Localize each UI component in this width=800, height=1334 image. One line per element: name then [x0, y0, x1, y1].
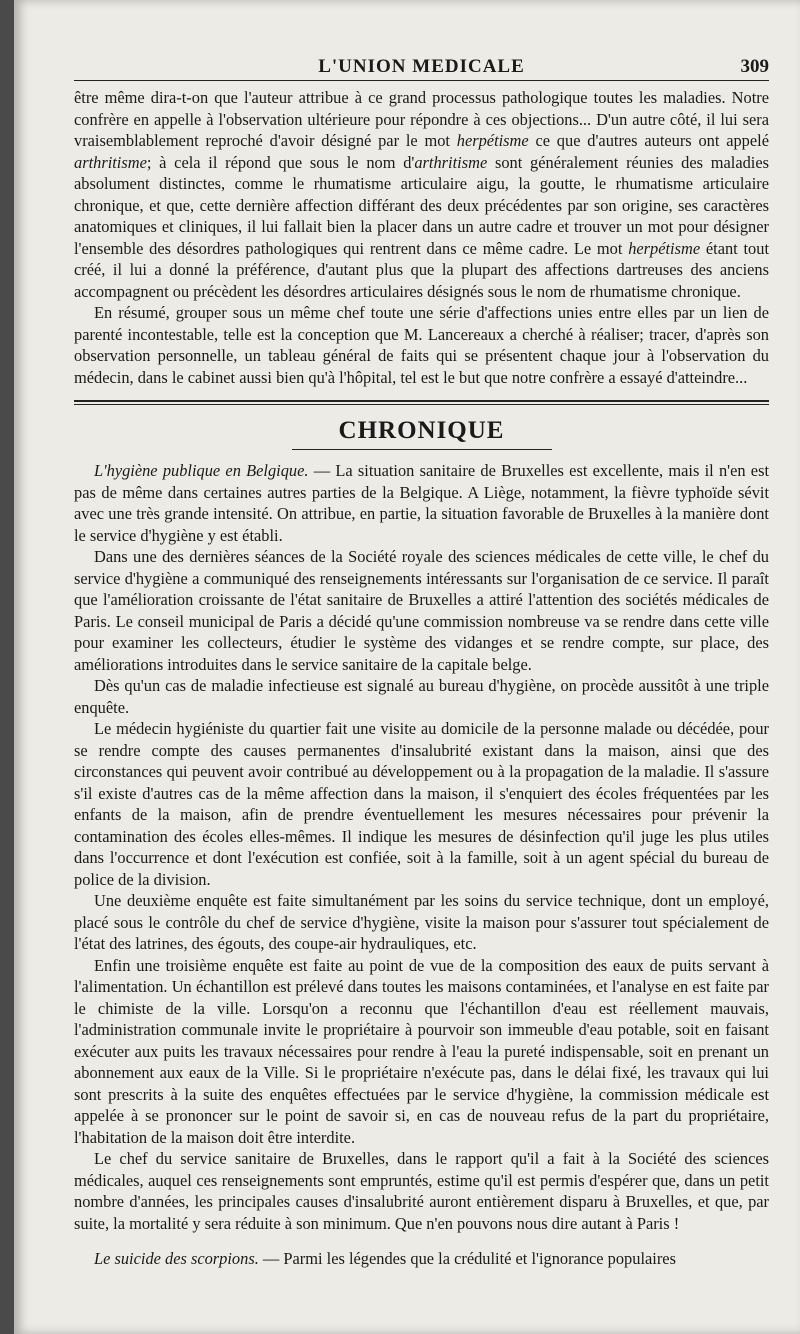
text-run: sont généralement réunies des maladies absolument distinctes, comme le rhumatisme articulaire aigu, la goutte, le rhumatisme articulaire chronique, et que, cette dernière affection différant des deux précédentes par son origine, ses caractères anatomiques et cliniques, il lui fallait bien la placer dans un autre cadre et trouver un mot pour désigner l'ensemble des désordres pathologiques qui rentrent dans ce même cadre. Le mot — [74, 152, 769, 258]
text-run: étant tout créé, il lui a donné la préférence, d'autant plus que la plupart des affections dartreuses des anciens accompagnent ou précèdent les désordres articulaires désignés sous le nom de rhumatisme chronique. — [74, 238, 770, 301]
article-paragraph: En résumé, grouper sous un même chef toute une série d'affections unies entre elles par un lien de parenté incontestable, telle est la conception que M. Lancereaux a cherché à réaliser; tracer, d'après son observation personnelle, un tableau général de faits qui se présentent chaque jour à l'observation du médecin, dans le cabinet aussi bien qu'à l'hôpital, tel est le but que notre confrère a essayé d'atteindre... — [74, 303, 769, 387]
header-rule — [74, 80, 769, 81]
page-number: 309 — [740, 56, 769, 77]
italic-run: arthritisme — [74, 152, 147, 172]
section-divider — [74, 400, 769, 405]
journal-title: L'UNION MEDICALE — [318, 56, 525, 77]
text-run: ; à cela il répond que sous le nom d' — [146, 152, 415, 172]
title-underline — [292, 449, 552, 450]
text-run: ce que d'autres auteurs ont appelé — [528, 131, 769, 150]
italic-run: L'hygiène publique en Belgique. — [94, 461, 309, 480]
italic-run: arthritisme — [414, 152, 488, 172]
chronique-paragraph: Une deuxième enquête est faite simultanément par les soins du service technique, dont un employé, placé sous le contrôle du chef de service d'hygiène, visite la maison pour s'assurer tout spécialement de l'état des latrines, des égouts, des coupe-air hydrauliques, etc. — [74, 891, 769, 953]
chronique-paragraph — [74, 1248, 769, 1270]
text-run: être même dira-t-on que l'auteur attribue à ce grand processus pathologique toutes les maladies. Notre confrère en appelle à l'observation ultérieure pour répondre à ces objections... D'un autre côté, il lui sera vraisemblablement reproché d'avoir désigné par le mot — [74, 88, 769, 150]
italic-run: Le suicide des scorpions. — [94, 1249, 259, 1268]
page-content — [74, 44, 769, 1270]
page-sheet — [14, 0, 800, 1334]
chronique-paragraph: Le chef du service sanitaire de Bruxelles, dans le rapport qu'il a fait à la Société des sciences médicales, auquel ces renseignements sont empruntés, estime qu'il est permis d'espérer que, dans un petit nombre d'années, les principales causes d'insalubrité auront entièrement disparu à Bruxelles, et que, par suite, la mortalité y sera réduite à son minimum. Que n'en pouvons nous dire autant à Paris ! — [74, 1149, 769, 1233]
text-run: — La situation sanitaire de Bruxelles est excellente, mais il n'en est pas de même dans certaines autres parties de la Belgique. A Liège, notamment, la fièvre typhoïde sévit avec une très grande intensité. On attribue, en partie, la situation favorable de Bruxelles à la manière dont le service d'hygiène y est établi. — [74, 461, 770, 545]
chronique-paragraph: Le médecin hygiéniste du quartier fait une visite au domicile de la personne malade ou décédée, pour se rendre compte des causes permanentes d'insalubrité existant dans la maison, ainsi que des circonstances qui peuvent avoir contribué au développement ou à la propagation de la maladie. Il s'assure s'il existe d'autres cas de la même affection dans la maison, il s'enquiert des écoles fréquentées par les enfants de la maison, afin de prendre éventuellement les mesures nécessaires pour prévenir la contamination des écoles elles-mêmes. Il indique les mesures de désinfection qu'il juge les plus utiles dans l'occurrence et dont l'exécution est confiée, soit à la famille, soit à un agent spécial du bureau de police de la division. — [74, 719, 769, 889]
running-header — [74, 44, 769, 80]
chronique-paragraph: Enfin une troisième enquête est faite au point de vue de la composition des eaux de puits servant à l'alimentation. Un échantillon est prélevé dans toutes les maisons contaminées, et l'analyse en est faite par le chimiste de la ville. Lorsqu'on a reconnu que l'échantillon d'eau est réellement mauvais, l'administration communale invite le propriétaire à pourvoir son immeuble d'eau potable, soit en faisant exécuter aux puits les travaux nécessaires pour rendre à l'eau la pureté indispensable, soit en prenant un abonnement aux eaux de la Ville. Si le propriétaire n'exécute pas, dans le délai fixé, les travaux qui lui sont prescrits à la suite des enquêtes effectuées par le service d'hygiène, la commission médicale est appelée à se prononcer sur le point de savoir si, en cas de nouveau refus de la part du propriétaire, l'habitation de la maison doit être interdite. — [74, 955, 769, 1147]
text-run: — Parmi les légendes que la crédulité et l'ignorance populaires — [258, 1249, 676, 1268]
chronique-paragraph: Dans une des dernières séances de la Société royale des sciences médicales de cette ville, le chef du service d'hygiène a communiqué des renseignements intéressants sur l'organisation de ce service. Il paraît que l'amélioration croissante de l'état sanitaire de Bruxelles a attiré l'attention des sociétés médicales de Paris. Le conseil municipal de Paris a décidé qu'une commission nombreuse va se rendre dans cette ville pour examiner les collecteurs, étudier le système des vidanges et se rendre compte, sur place, des améliorations introduites dans le service sanitaire de la capitale belge. — [74, 547, 769, 674]
article-paragraph — [74, 87, 769, 302]
chronique-paragraph — [74, 460, 769, 546]
chronique-paragraph: Dès qu'un cas de maladie infectieuse est signalé au bureau d'hygiène, on procède aussitôt à une triple enquête. — [74, 676, 769, 717]
italic-run: herpétisme — [456, 131, 529, 150]
section-title: CHRONIQUE — [338, 417, 505, 444]
italic-run: herpétisme — [628, 238, 701, 258]
